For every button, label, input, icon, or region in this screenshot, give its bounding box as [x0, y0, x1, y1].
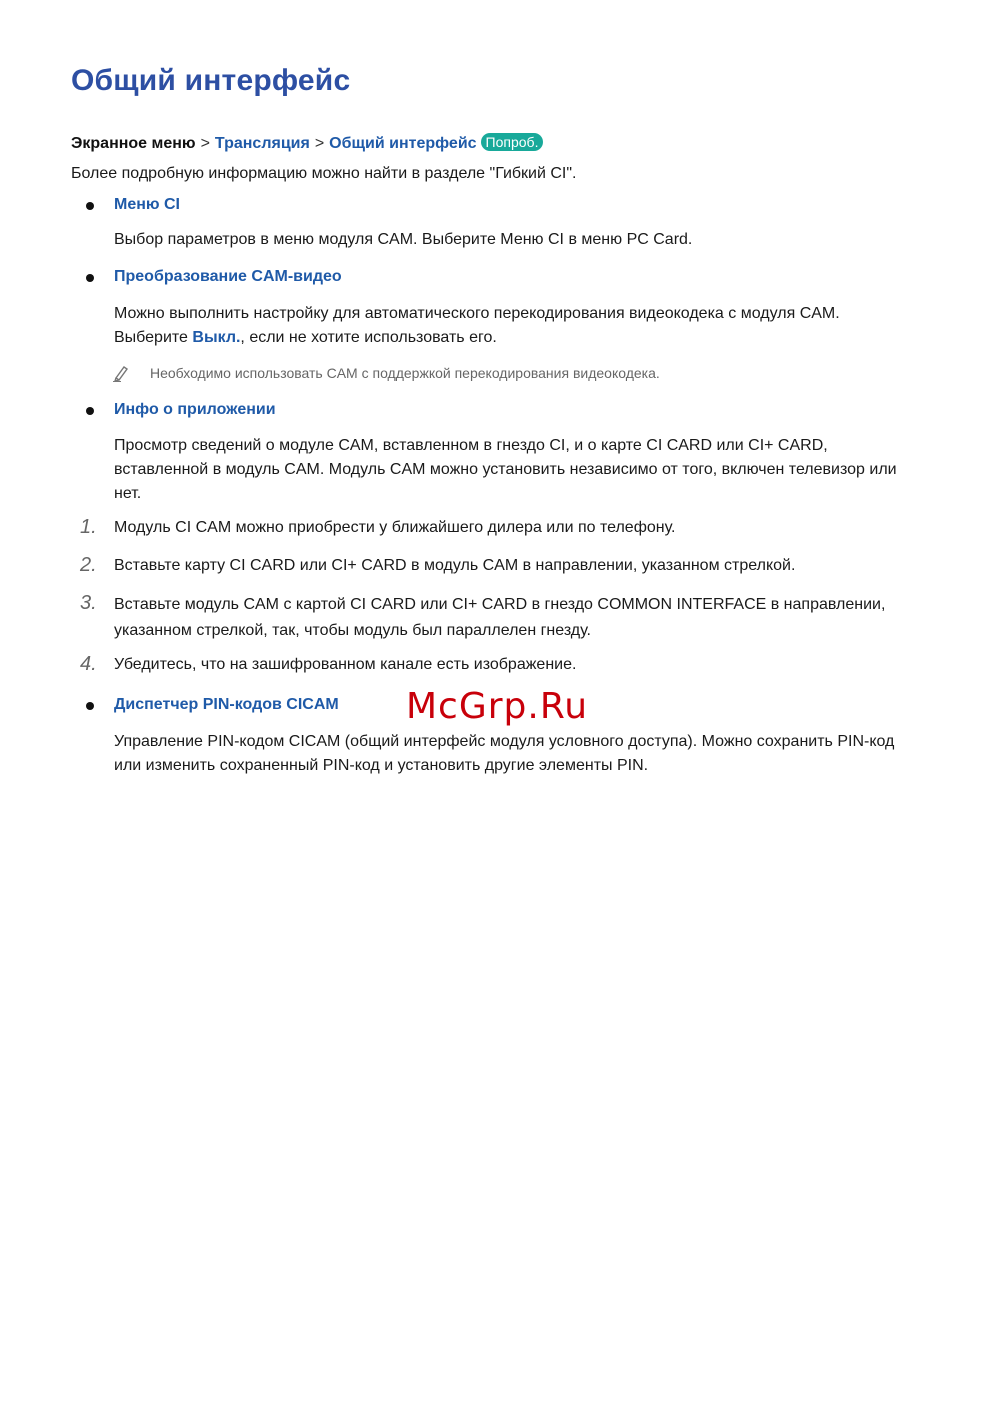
step-text: Модуль CI CAM можно приобрести у ближайшего дилера или по телефону.	[114, 519, 676, 536]
item-app-info-title[interactable]: Инфо о приложении	[114, 401, 276, 418]
step-number: 1.	[80, 516, 97, 538]
item-cam-video-text-line1: Можно выполнить настройку для автоматического перекодирования видеокодека с модуля CAM.	[114, 305, 840, 322]
intro-text: Более подробную информацию можно найти в разделе "Гибкий CI".	[71, 165, 577, 182]
note-text: Необходимо использовать CAM с поддержкой перекодирования видеокодека.	[150, 365, 660, 381]
breadcrumb-menu: Экранное меню	[71, 135, 196, 152]
pencil-icon	[113, 364, 129, 382]
page-title: Общий интерфейс	[71, 64, 351, 97]
step-number: 4.	[80, 653, 97, 675]
step-text: Вставьте карту CI CARD или CI+ CARD в модуль CAM в направлении, указанном стрелкой.	[114, 557, 796, 574]
bullet-icon	[86, 202, 94, 210]
breadcrumb-separator: >	[200, 135, 210, 152]
watermark: McGrp.Ru	[406, 686, 589, 727]
breadcrumb-separator: >	[314, 135, 325, 152]
breadcrumb-broadcast-link[interactable]: Трансляция	[214, 135, 310, 152]
item-ci-menu-title[interactable]: Меню CI	[114, 196, 180, 213]
breadcrumb-ci-link[interactable]: Общий интерфейс	[329, 135, 477, 152]
item-ci-menu-text: Выбор параметров в меню модуля CAM. Выберите Меню CI в меню PC Card.	[114, 231, 693, 248]
step-text: Вставьте модуль CAM с картой CI CARD или CI+ CARD в гнездо COMMON INTERFACE в направлении, указанном стрелкой, так, чтобы модуль был параллелен гнезду.	[114, 596, 886, 639]
try-now-button[interactable]: Попроб.	[481, 133, 544, 151]
item-pin-manager-title[interactable]: Диспетчер PIN-кодов CICAM	[114, 696, 339, 713]
item-cam-video-text-prefix: Выберите	[114, 329, 193, 346]
step-text: Убедитесь, что на зашифрованном канале есть изображение.	[114, 656, 577, 673]
step-number: 3.	[80, 592, 97, 614]
item-cam-video-text	[114, 302, 924, 350]
bullet-icon	[86, 702, 94, 710]
off-option-link[interactable]: Выкл.	[192, 329, 241, 346]
item-app-info-text: Просмотр сведений о модуле CAM, вставленном в гнездо CI, и о карте CI CARD или CI+ CARD, вставленной в модуль CAM. Модуль CAM можно установить независимо от того, включен телевизор или нет.	[114, 437, 897, 502]
item-cam-video-text-suffix: , если не хотите использовать его.	[240, 329, 497, 346]
item-cam-video-title[interactable]: Преобразование CAM-видео	[114, 268, 342, 285]
bullet-icon	[86, 274, 94, 282]
breadcrumb	[71, 133, 543, 153]
step-number: 2.	[80, 554, 97, 576]
bullet-icon	[86, 407, 94, 415]
item-pin-manager-text: Управление PIN-кодом CICAM (общий интерфейс модуля условного доступа). Можно сохранить PIN-код или изменить сохраненный PIN-код и установить другие элементы PIN.	[114, 733, 895, 774]
